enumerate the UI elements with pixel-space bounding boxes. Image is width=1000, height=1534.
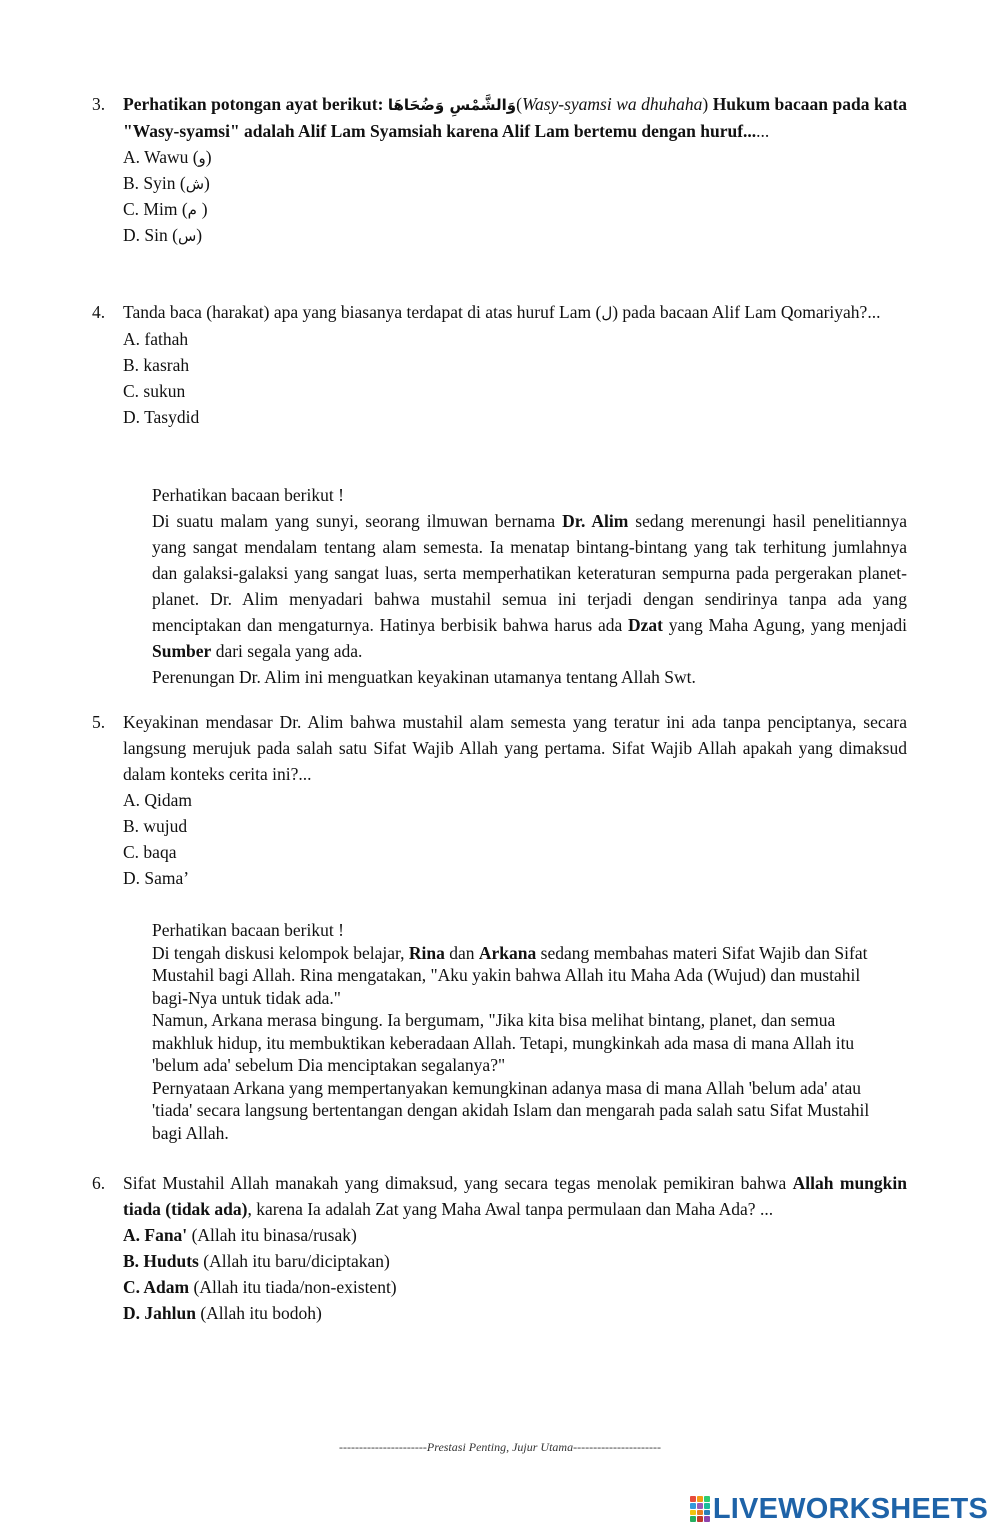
question-text: Perhatikan potongan ayat berikut: وَالشَّمْسِ وَضُحَاهَا(Wasy-syamsi wa dhuhaha) Hukum bacaan pada kata "Wasy-syamsi" adalah Alif Lam Syamsiah karena Alif Lam bertemu dengan huruf...... bbox=[123, 94, 908, 141]
option-c[interactable]: C. baqa bbox=[123, 842, 177, 862]
passage-body: Di tengah diskusi kelompok belajar, Rina dan Arkana sedang membahas materi Sifat Wajib dan Sifat Mustahil bagi Allah. Rina mengatakan, "Aku yakin bahwa Allah itu Maha Ada (Wujud) dan mustahil bagi-Nya untuk tidak ada." bbox=[152, 942, 868, 1008]
question-lead: Perhatikan potongan ayat berikut: bbox=[123, 94, 384, 114]
question-number: 6. bbox=[92, 1173, 106, 1193]
liveworksheets-brand[interactable] bbox=[690, 1492, 988, 1526]
question-body: Hukum bacaan pada kata "Wasy-syamsi" adalah Alif Lam Syamsiah karena Alif Lam bertemu dengan huruf... bbox=[123, 94, 908, 141]
option-a[interactable]: A. Wawu (و) bbox=[123, 147, 212, 167]
reading-passage-2 bbox=[152, 919, 892, 1144]
passage-heading: Perhatikan bacaan berikut ! bbox=[152, 485, 344, 505]
answer-options bbox=[123, 787, 907, 891]
option-c[interactable]: C. Mim (م ) bbox=[123, 199, 208, 219]
option-d[interactable]: D. Tasydid bbox=[123, 407, 200, 427]
answer-options bbox=[123, 144, 907, 248]
question-number: 5. bbox=[92, 712, 106, 732]
arabic-verse: وَالشَّمْسِ وَضُحَاهَا bbox=[387, 96, 517, 114]
passage-heading: Perhatikan bacaan berikut ! bbox=[152, 920, 344, 940]
option-b[interactable]: B. Syin (ش) bbox=[123, 173, 210, 193]
option-c[interactable]: C. Adam (Allah itu tiada/non-existent) bbox=[123, 1277, 397, 1297]
question-text: Sifat Mustahil Allah manakah yang dimaksud, yang secara tegas menolak pemikiran bahwa Allah mungkin tiada (tidak ada), karena Ia adalah Zat yang Maha Awal tanpa permulaan dan Maha Ada? ... bbox=[123, 1173, 907, 1219]
option-b[interactable]: B. wujud bbox=[123, 816, 188, 836]
question-text: Keyakinan mendasar Dr. Alim bahwa mustahil alam semesta yang teratur ini ada tanpa penciptanya, secara langsung merujuk pada salah satu Sifat Wajib Allah yang pertama. Sifat Wajib Allah apakah yang dimaksud dalam konteks cerita ini?... bbox=[123, 712, 907, 784]
answer-options bbox=[123, 326, 907, 430]
question-3 bbox=[92, 91, 907, 248]
question-5 bbox=[92, 709, 907, 891]
option-c[interactable]: C. sukun bbox=[123, 381, 186, 401]
option-d[interactable]: D. Sin (س) bbox=[123, 225, 203, 245]
option-b[interactable]: B. Huduts (Allah itu baru/diciptakan) bbox=[123, 1251, 390, 1271]
answer-options bbox=[123, 1222, 907, 1326]
passage-paragraph-2: Namun, Arkana merasa bingung. Ia bergumam, "Jika kita bisa melihat bintang, planet, dan semua makhluk hidup, itu membuktikan keberadaan Allah. Tetapi, mungkinkah ada masa di mana Allah itu 'belum ada' sebelum Dia menciptakan segalanya?" bbox=[152, 1010, 855, 1075]
option-a[interactable]: A. Qidam bbox=[123, 790, 193, 810]
question-number: 4. bbox=[92, 302, 106, 322]
page-footer: ----------------------Prestasi Penting, Jujur Utama---------------------- bbox=[338, 1440, 662, 1454]
reading-passage-1 bbox=[152, 482, 907, 690]
verse-transliteration: Wasy-syamsi wa dhuhaha bbox=[521, 94, 703, 114]
passage-body: Di suatu malam yang sunyi, seorang ilmuwan bernama Dr. Alim sedang merenungi hasil penelitiannya yang sangat mendalam tentang alam semesta. Ia menatap bintang-bintang yang tak terhitung jumlahnya dan galaksi-galaksi yang sangat luas, serta memperhatikan keteraturan sempurna pada pergerakan planet-planet. Dr. Alim menyadari bahwa mustahil semua ini terjadi dengan sendirinya tanpa ada yang menciptakan dan mengaturnya. Hatinya berbisik bahwa harus ada Dzat yang Maha Agung, yang menjadi Sumber dari segala yang ada. bbox=[152, 511, 907, 661]
option-b[interactable]: B. kasrah bbox=[123, 355, 190, 375]
question-6 bbox=[92, 1170, 907, 1326]
option-d[interactable]: D. Jahlun (Allah itu bodoh) bbox=[123, 1303, 322, 1323]
question-4 bbox=[92, 299, 907, 430]
passage-paragraph-3: Pernyataan Arkana yang mempertanyakan kemungkinan adanya masa di mana Allah 'belum ada' atau 'tiada' secara langsung bertentangan dengan akidah Islam dan mengarah pada salah satu Sifat Mustahil bagi Allah. bbox=[152, 1077, 870, 1143]
liveworksheets-logo-icon bbox=[690, 1496, 710, 1522]
option-a[interactable]: A. fathah bbox=[123, 329, 189, 349]
question-text: Tanda baca (harakat) apa yang biasanya terdapat di atas huruf Lam (ل) pada bacaan Alif Lam Qomariyah?... bbox=[123, 302, 881, 322]
question-number: 3. bbox=[92, 94, 106, 114]
option-a[interactable]: A. Fana' (Allah itu binasa/rusak) bbox=[123, 1225, 357, 1245]
passage-closing: Perenungan Dr. Alim ini menguatkan keyakinan utamanya tentang Allah Swt. bbox=[152, 667, 696, 687]
brand-name: LIVEWORKSHEETS bbox=[712, 1493, 988, 1525]
option-d[interactable]: D. Sama’ bbox=[123, 868, 190, 888]
